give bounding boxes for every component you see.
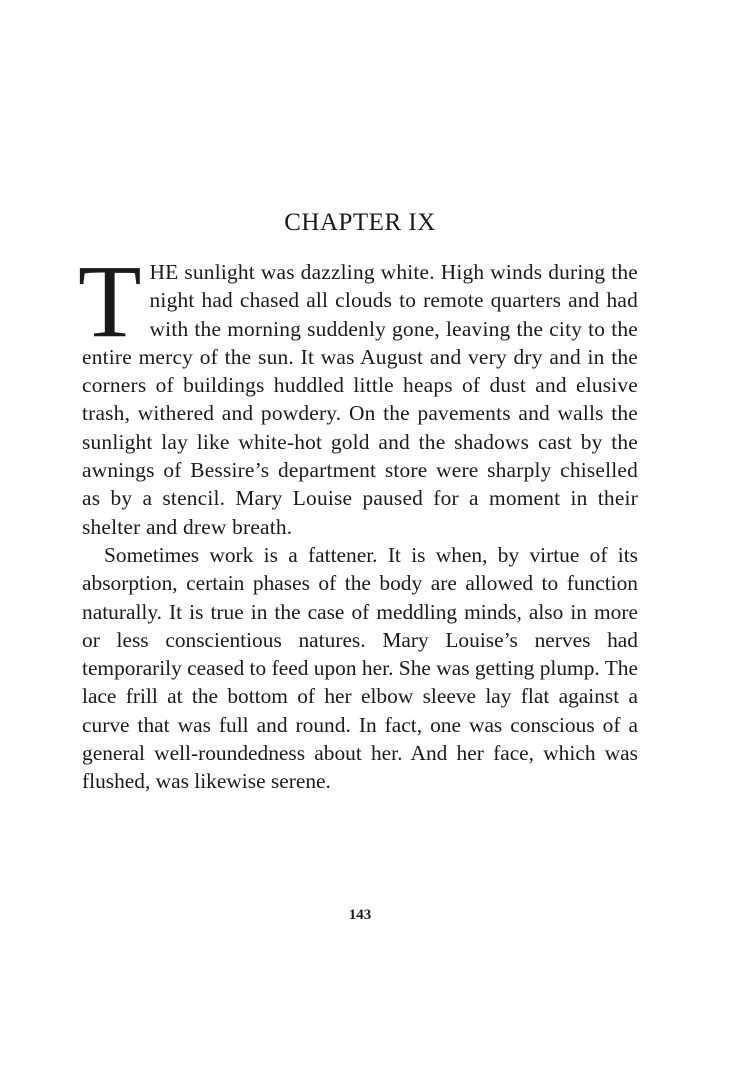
book-page (78, 0, 638, 1080)
paragraph-2: Sometimes work is a fattener. It is when, by virtue of its absorption, certain phases of the body are allowed to function naturally. It is true in the case of meddling minds, also in more or less conscientious natures. Mary Louise’s nerves had temporarily ceased to feed upon her. She was getting plump. The lace frill at the bottom of her elbow sleeve lay flat against a curve that was full and round. In fact, one was conscious of a general well-roundedness about her. And her face, which was flushed, was likewise serene. (82, 542, 638, 794)
chapter-body (78, 244, 638, 796)
paragraph-1 (78, 244, 638, 541)
page-number: 143 (348, 907, 372, 923)
chapter-title: CHAPTER IX (284, 209, 436, 236)
paragraph-1-text: HE sunlight was dazzling white. High winds during the night had chased all clouds to remote quarters and had with the morning suddenly gone, leaving the city to the entire mercy of the sun. It was August and very dry and in the corners of buildings huddled little heaps of dust and elusive trash, withered and powdery. On the pavements and walls the sunlight lay like white-hot gold and the shadows cast by the awnings of Bessire’s department store were sharply chiselled as by a stencil. Mary Louise paused for a moment in their shelter and drew breath. (82, 260, 638, 539)
drop-cap: T (78, 244, 142, 359)
